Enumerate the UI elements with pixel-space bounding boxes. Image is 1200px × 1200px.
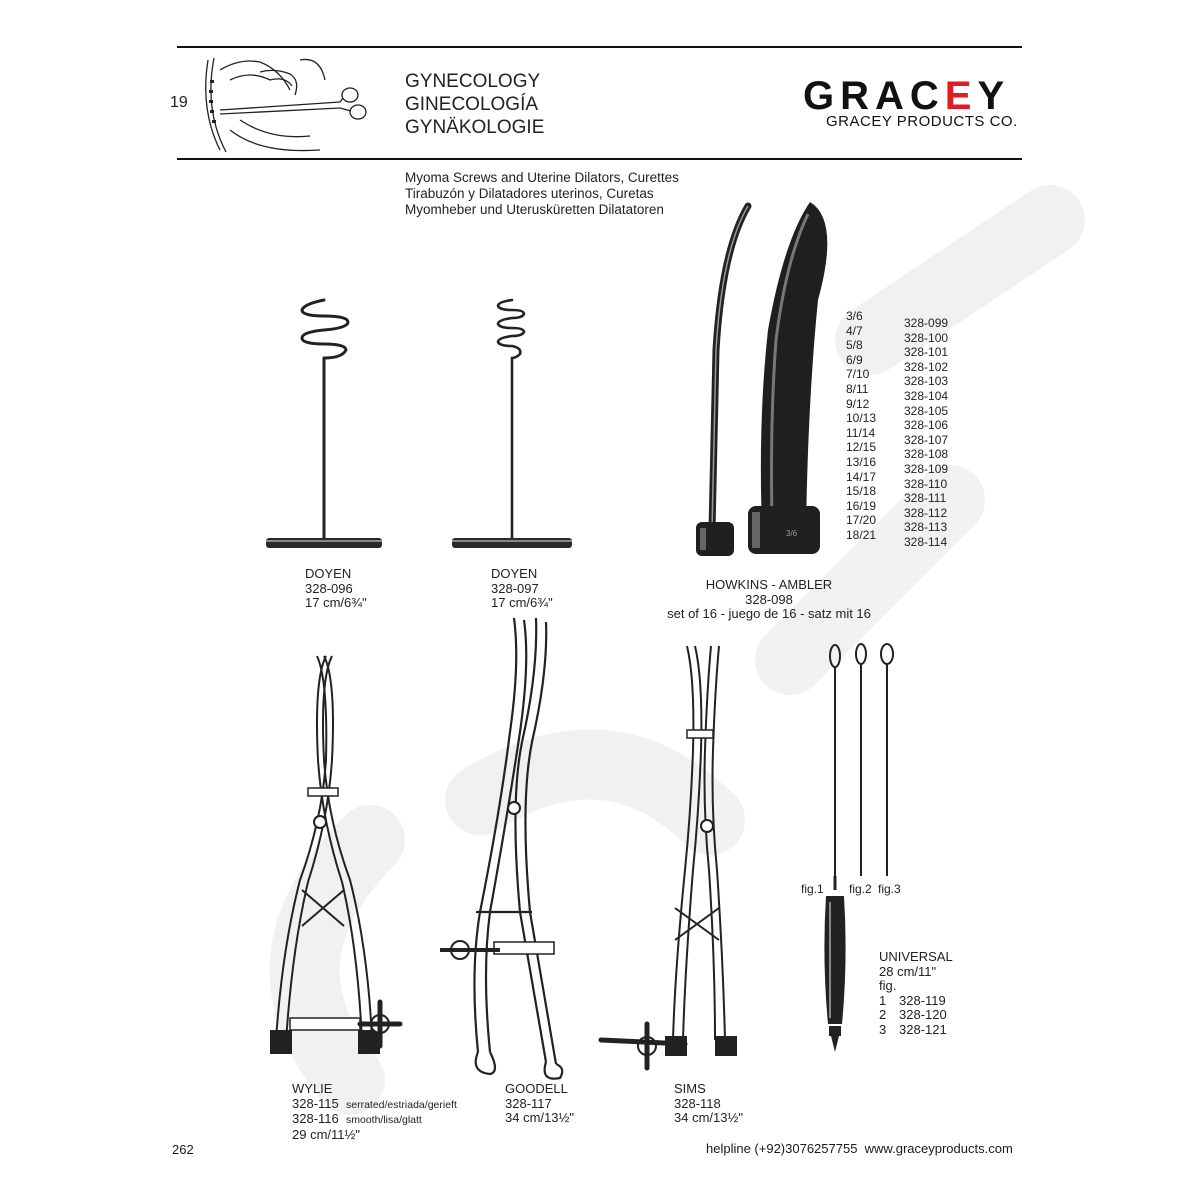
- section-subtitles: [405, 170, 679, 218]
- table-row: 3 328-121: [879, 1021, 947, 1037]
- uterine-dilator-forceps-icon: [410, 612, 585, 1082]
- list-item: 9/12: [846, 396, 870, 411]
- product-goodell: [505, 1082, 574, 1126]
- product-universal: [879, 950, 953, 1037]
- subtitle-english: Myoma Screws and Uterine Dilators, Curettes: [405, 170, 679, 185]
- product-code: 328-098: [745, 591, 793, 607]
- logo-end: Y: [977, 74, 1011, 118]
- fig-label-1: fig.1: [801, 882, 824, 896]
- list-item: 16/19: [846, 498, 877, 513]
- howkins-code-list: [904, 316, 948, 550]
- logo-main: GRAC: [803, 74, 945, 118]
- title-german: GYNÄKOLOGIE: [405, 117, 545, 138]
- uterine-dilator-forceps-icon: [595, 640, 745, 1080]
- list-item: 328-114: [904, 534, 948, 549]
- product-name: DOYEN: [305, 566, 352, 581]
- header-top-rule: [177, 46, 1022, 48]
- product-doyen-1: [305, 567, 367, 611]
- product-size: 17 cm/6¾": [491, 595, 553, 610]
- header-bottom-rule: [177, 158, 1022, 160]
- company-name: GRACEY PRODUCTS CO.: [826, 113, 1018, 130]
- page-number: 262: [172, 1142, 194, 1157]
- table-row: 2 328-120: [879, 1007, 947, 1022]
- list-item: 17/20: [846, 513, 877, 528]
- list-item: 3/6: [846, 309, 863, 323]
- product-code: 328-118: [674, 1095, 721, 1111]
- list-item: 328-103: [904, 374, 949, 389]
- title-english: GYNECOLOGY: [405, 71, 541, 92]
- product-code: 328-097: [491, 580, 539, 596]
- list-item: 328-104: [904, 388, 949, 403]
- fig-label-3: fig.3: [878, 882, 901, 896]
- product-name: HOWKINS - AMBLER: [705, 577, 833, 592]
- product-set-note: set of 16 - juego de 16 - satz mit 16: [667, 606, 871, 621]
- fig-label-2: fig.2: [849, 882, 872, 896]
- product-size: 29 cm/11½": [292, 1126, 360, 1142]
- list-item: 328-099: [904, 316, 949, 330]
- product-code: 328-117: [505, 1095, 552, 1111]
- product-name: UNIVERSAL: [879, 949, 953, 964]
- product-sims: [674, 1082, 743, 1126]
- list-item: 7/10: [846, 367, 870, 382]
- product-name: GOODELL: [505, 1081, 568, 1096]
- list-item: 328-110: [904, 476, 948, 491]
- fig-header: fig.: [879, 978, 897, 993]
- product-size: 17 cm/6¾": [305, 595, 367, 610]
- svg-text:3/6: 3/6: [786, 529, 798, 538]
- list-item: 18/21: [846, 527, 877, 542]
- brand-logo: [803, 76, 1010, 116]
- product-code: 328-096: [305, 580, 353, 596]
- uterine-dilator-icon: [690, 200, 840, 570]
- product-variant-1: 328-115 serrated/estriada/gerieft: [292, 1095, 457, 1111]
- list-item: 5/8: [846, 338, 863, 353]
- footer-contact: helpline (+92)3076257755 www.graceyproducts.com: [706, 1141, 1013, 1156]
- product-howkins-ambler: [658, 578, 880, 622]
- title-spanish: GINECOLOGÍA: [405, 94, 539, 115]
- list-item: 328-101: [904, 345, 949, 360]
- product-doyen-2: [491, 567, 553, 611]
- list-item: 15/18: [846, 484, 877, 499]
- myoma-screw-icon: [262, 296, 387, 560]
- product-size: 34 cm/13½": [674, 1110, 743, 1125]
- list-item: 13/16: [846, 454, 877, 469]
- product-name: WYLIE: [292, 1081, 333, 1096]
- list-item: 328-106: [904, 418, 949, 433]
- list-item: 328-100: [904, 330, 949, 345]
- howkins-size-list: [846, 309, 876, 543]
- product-size: 28 cm/11": [879, 963, 937, 979]
- list-item: 10/13: [846, 411, 877, 426]
- list-item: 328-113: [904, 520, 948, 535]
- product-variant-2: 328-116 smooth/lisa/glatt: [292, 1111, 422, 1126]
- list-item: 328-111: [904, 491, 947, 506]
- list-item: 328-105: [904, 403, 949, 418]
- list-item: 12/15: [846, 440, 877, 455]
- table-row: 1 328-119: [879, 992, 946, 1008]
- product-name: DOYEN: [491, 566, 538, 581]
- list-item: 6/9: [846, 352, 863, 367]
- list-item: 328-109: [904, 461, 949, 476]
- subtitle-german: Myomheber und Uterusküretten Dilatatoren: [405, 202, 664, 217]
- list-item: 328-102: [904, 359, 949, 374]
- list-item: 11/14: [846, 425, 876, 440]
- section-number: 19: [170, 94, 188, 111]
- list-item: 328-107: [904, 432, 949, 447]
- myoma-screw-icon: [450, 296, 575, 560]
- section-titles: [405, 70, 544, 139]
- product-size: 34 cm/13½": [505, 1110, 574, 1125]
- product-name: SIMS: [674, 1081, 706, 1096]
- product-wylie: [292, 1082, 457, 1142]
- list-item: 14/17: [846, 469, 877, 484]
- gynecology-forceps-illustration-icon: [200, 50, 375, 156]
- list-item: 328-108: [904, 447, 949, 462]
- list-item: 328-112: [904, 505, 948, 520]
- logo-accent: E: [944, 74, 978, 118]
- list-item: 8/11: [846, 381, 869, 396]
- list-item: 4/7: [846, 323, 863, 338]
- subtitle-spanish: Tirabuzón y Dilatadores uterinos, Curetas: [405, 186, 654, 201]
- uterine-dilator-forceps-icon: [262, 650, 407, 1070]
